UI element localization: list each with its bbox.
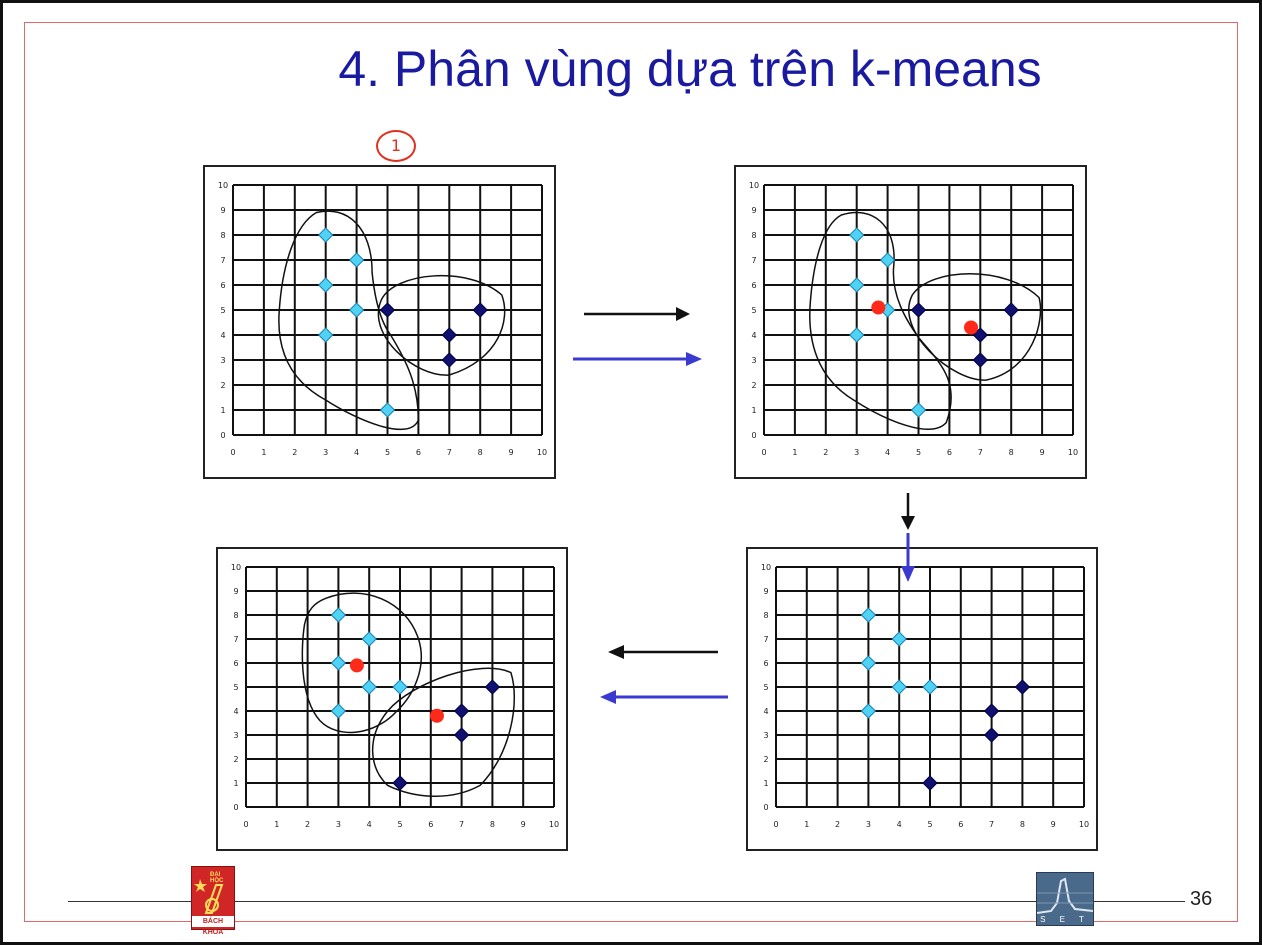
y-tick-label: 1 <box>763 779 769 788</box>
y-tick-label: 0 <box>220 431 226 440</box>
y-tick-label: 4 <box>220 331 226 340</box>
x-tick-label: 1 <box>261 448 267 457</box>
x-tick-label: 9 <box>1039 448 1045 457</box>
footer-line-right <box>1092 901 1185 902</box>
x-tick-label: 7 <box>459 820 465 829</box>
slide-title: 4. Phân vùng dựa trên k-means <box>338 41 1042 97</box>
y-tick-label: 6 <box>763 659 769 668</box>
y-tick-label: 9 <box>763 587 769 596</box>
y-tick-label: 10 <box>230 563 242 572</box>
page-number: 36 <box>1190 888 1213 910</box>
x-tick-label: 0 <box>230 448 236 457</box>
x-tick-label: 5 <box>915 448 922 457</box>
y-tick-label: 9 <box>233 587 239 596</box>
x-tick-label: 3 <box>865 820 871 829</box>
x-tick-label: 4 <box>354 448 360 457</box>
x-tick-label: 8 <box>489 820 495 829</box>
arrow-right-blue <box>573 352 702 366</box>
y-tick-label: 0 <box>751 431 757 440</box>
x-tick-label: 3 <box>335 820 341 829</box>
logo-top-text: ĐẠI HỌC <box>210 872 224 884</box>
x-tick-label: 10 <box>548 820 560 829</box>
arrow-down-black <box>901 493 915 530</box>
x-tick-label: 3 <box>854 448 860 457</box>
y-tick-label: 1 <box>220 406 226 415</box>
x-tick-label: 8 <box>1008 448 1014 457</box>
x-tick-label: 7 <box>977 448 983 457</box>
set-logo-text: S E T <box>1040 915 1090 924</box>
y-tick-label: 2 <box>763 755 769 764</box>
y-tick-label: 5 <box>763 683 769 692</box>
x-tick-label: 10 <box>1078 820 1090 829</box>
y-tick-label: 3 <box>220 356 226 365</box>
x-tick-label: 2 <box>305 820 311 829</box>
x-tick-label: 4 <box>366 820 372 829</box>
arrow-left-black <box>608 645 718 659</box>
x-tick-label: 7 <box>446 448 452 457</box>
y-tick-label: 0 <box>763 803 769 812</box>
y-tick-label: 10 <box>217 181 229 190</box>
y-tick-label: 6 <box>233 659 239 668</box>
y-tick-label: 4 <box>233 707 239 716</box>
arrow-left-blue <box>600 690 728 704</box>
set-logo <box>1036 872 1094 926</box>
x-tick-label: 6 <box>958 820 964 829</box>
y-tick-label: 9 <box>220 206 226 215</box>
y-tick-label: 0 <box>233 803 239 812</box>
x-tick-label: 1 <box>804 820 810 829</box>
x-tick-label: 4 <box>896 820 902 829</box>
x-tick-label: 8 <box>477 448 483 457</box>
y-tick-label: 2 <box>233 755 239 764</box>
y-tick-label: 4 <box>751 331 757 340</box>
x-tick-label: 2 <box>292 448 298 457</box>
y-tick-label: 2 <box>751 381 757 390</box>
x-tick-label: 5 <box>397 820 403 829</box>
y-tick-label: 7 <box>233 635 239 644</box>
y-tick-label: 5 <box>233 683 239 692</box>
y-tick-label: 7 <box>220 256 226 265</box>
x-tick-label: 6 <box>428 820 434 829</box>
y-tick-label: 10 <box>748 181 760 190</box>
x-tick-label: 1 <box>792 448 798 457</box>
x-tick-label: 4 <box>885 448 891 457</box>
y-tick-label: 10 <box>760 563 772 572</box>
x-tick-label: 0 <box>243 820 249 829</box>
x-tick-label: 9 <box>1050 820 1056 829</box>
x-tick-label: 3 <box>323 448 329 457</box>
x-tick-label: 0 <box>773 820 779 829</box>
y-tick-label: 8 <box>220 231 226 240</box>
x-tick-label: 0 <box>761 448 767 457</box>
footer-line-middle <box>233 901 1036 902</box>
y-tick-label: 3 <box>751 356 757 365</box>
y-tick-label: 1 <box>233 779 239 788</box>
y-tick-label: 9 <box>751 206 757 215</box>
y-tick-label: 8 <box>751 231 757 240</box>
y-tick-label: 7 <box>751 256 757 265</box>
x-tick-label: 9 <box>520 820 526 829</box>
arrow-down-blue <box>901 533 915 582</box>
y-tick-label: 5 <box>751 306 757 315</box>
x-tick-label: 7 <box>989 820 995 829</box>
x-tick-label: 5 <box>927 820 933 829</box>
y-tick-label: 3 <box>763 731 769 740</box>
arrow-right-black <box>584 307 690 321</box>
x-tick-label: 10 <box>536 448 548 457</box>
x-tick-label: 5 <box>384 448 391 457</box>
x-tick-label: 6 <box>946 448 952 457</box>
x-tick-label: 2 <box>835 820 841 829</box>
x-tick-label: 1 <box>274 820 280 829</box>
logo-bottom-text: BÁCH KHOA <box>192 916 234 927</box>
annotation-circle: 1 <box>376 130 416 162</box>
y-tick-label: 5 <box>220 306 226 315</box>
x-tick-label: 9 <box>508 448 514 457</box>
y-tick-label: 8 <box>233 611 239 620</box>
y-tick-label: 2 <box>220 381 226 390</box>
x-tick-label: 10 <box>1067 448 1079 457</box>
footer-line-left <box>68 901 191 902</box>
y-tick-label: 6 <box>220 281 226 290</box>
y-tick-label: 4 <box>763 707 769 716</box>
x-tick-label: 2 <box>823 448 829 457</box>
y-tick-label: 7 <box>763 635 769 644</box>
x-tick-label: 6 <box>415 448 421 457</box>
y-tick-label: 8 <box>763 611 769 620</box>
bach-khoa-logo <box>191 866 235 936</box>
y-tick-label: 6 <box>751 281 757 290</box>
y-tick-label: 1 <box>751 406 757 415</box>
x-tick-label: 8 <box>1019 820 1025 829</box>
y-tick-label: 3 <box>233 731 239 740</box>
